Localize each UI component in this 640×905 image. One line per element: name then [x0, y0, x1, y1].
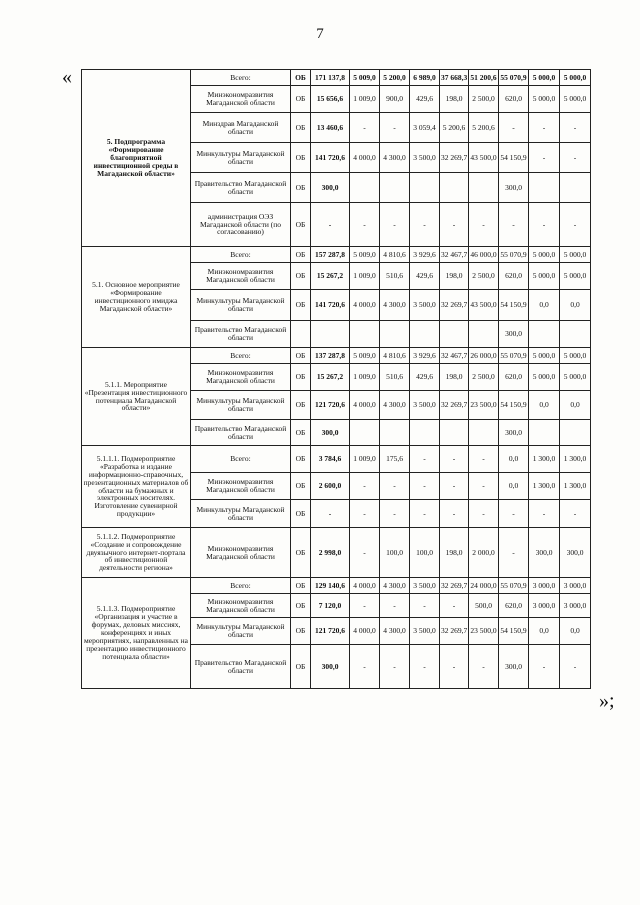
- year-amount-cell: -: [469, 645, 499, 689]
- executor-cell: администрация ОЭЗ Магаданской области (по согласованию): [191, 203, 291, 247]
- year-amount-cell: 3 929,6: [410, 247, 440, 263]
- year-amount-cell: 1 300,0: [529, 473, 560, 500]
- year-amount-cell: 32 269,7: [440, 290, 469, 321]
- total-amount-cell: 3 784,6: [311, 446, 350, 473]
- executor-cell: Всего:: [191, 446, 291, 473]
- year-amount-cell: -: [469, 473, 499, 500]
- year-amount-cell: 55 070,9: [499, 348, 529, 364]
- funding-source-cell: ОБ: [291, 290, 311, 321]
- year-amount-cell: [350, 321, 380, 348]
- year-amount-cell: [469, 321, 499, 348]
- executor-cell: Минэкономразвития Магаданской области: [191, 528, 291, 578]
- year-amount-cell: 43 500,0: [469, 290, 499, 321]
- total-amount-cell: -: [311, 500, 350, 528]
- executor-cell: Минздрав Магаданской области: [191, 113, 291, 143]
- year-amount-cell: 3 000,0: [560, 578, 591, 594]
- program-name-cell: 5.1. Основное мероприятие «Формирование инвестиционного имиджа Магаданской области»: [82, 247, 191, 348]
- year-amount-cell: 23 500,0: [469, 618, 499, 645]
- total-amount-cell: 141 720,6: [311, 143, 350, 173]
- year-amount-cell: 5 000,0: [529, 263, 560, 290]
- funding-source-cell: ОБ: [291, 446, 311, 473]
- executor-cell: Всего:: [191, 247, 291, 263]
- total-amount-cell: 121 720,6: [311, 618, 350, 645]
- budget-table: [81, 69, 591, 689]
- funding-source-cell: ОБ: [291, 348, 311, 364]
- year-amount-cell: 5 200,0: [380, 70, 410, 86]
- funding-source-cell: ОБ: [291, 143, 311, 173]
- executor-cell: Минкультуры Магаданской области: [191, 500, 291, 528]
- funding-source-cell: ОБ: [291, 473, 311, 500]
- year-amount-cell: 510,6: [380, 364, 410, 391]
- year-amount-cell: -: [440, 446, 469, 473]
- year-amount-cell: 4 000,0: [350, 143, 380, 173]
- year-amount-cell: 4 810,6: [380, 247, 410, 263]
- year-amount-cell: -: [529, 645, 560, 689]
- year-amount-cell: 1 009,0: [350, 446, 380, 473]
- funding-source-cell: ОБ: [291, 391, 311, 420]
- funding-source-cell: ОБ: [291, 420, 311, 446]
- total-amount-cell: 7 120,0: [311, 594, 350, 618]
- year-amount-cell: 5 000,0: [529, 348, 560, 364]
- year-amount-cell: 300,0: [499, 645, 529, 689]
- year-amount-cell: 429,6: [410, 86, 440, 113]
- year-amount-cell: -: [499, 528, 529, 578]
- year-amount-cell: -: [380, 113, 410, 143]
- year-amount-cell: 55 070,9: [499, 70, 529, 86]
- funding-source-cell: ОБ: [291, 594, 311, 618]
- table-row: [82, 528, 591, 578]
- year-amount-cell: -: [350, 594, 380, 618]
- total-amount-cell: 15 656,6: [311, 86, 350, 113]
- year-amount-cell: 4 300,0: [380, 290, 410, 321]
- year-amount-cell: 3 500,0: [410, 391, 440, 420]
- year-amount-cell: 4 300,0: [380, 578, 410, 594]
- year-amount-cell: 4 300,0: [380, 391, 410, 420]
- year-amount-cell: 198,0: [440, 86, 469, 113]
- year-amount-cell: 4 000,0: [350, 290, 380, 321]
- total-amount-cell: 171 137,8: [311, 70, 350, 86]
- year-amount-cell: 300,0: [499, 321, 529, 348]
- year-amount-cell: 5 009,0: [350, 70, 380, 86]
- year-amount-cell: -: [440, 203, 469, 247]
- total-amount-cell: 300,0: [311, 645, 350, 689]
- year-amount-cell: 32 467,7: [440, 247, 469, 263]
- program-name-cell: 5. Подпрограмма «Формирование благоприятной инвестиционной среды в Магаданской области»: [82, 70, 191, 247]
- year-amount-cell: -: [469, 203, 499, 247]
- closing-quote: »;: [599, 690, 615, 712]
- year-amount-cell: 46 000,0: [469, 247, 499, 263]
- table-row: [82, 70, 591, 86]
- year-amount-cell: 5 000,0: [560, 86, 591, 113]
- executor-cell: Всего:: [191, 578, 291, 594]
- program-name-cell: 5.1.1.1. Подмероприятие «Разработка и издание информационно-справочных, презентационных материалов об области на бумажных и электронных носителях. Изготовление сувенирной продукции»: [82, 446, 191, 528]
- year-amount-cell: 5 000,0: [560, 70, 591, 86]
- year-amount-cell: 2 500,0: [469, 86, 499, 113]
- year-amount-cell: 175,6: [380, 446, 410, 473]
- year-amount-cell: -: [380, 473, 410, 500]
- year-amount-cell: 5 000,0: [529, 70, 560, 86]
- year-amount-cell: [350, 173, 380, 203]
- total-amount-cell: 129 140,6: [311, 578, 350, 594]
- year-amount-cell: 198,0: [440, 364, 469, 391]
- total-amount-cell: 13 460,6: [311, 113, 350, 143]
- program-name-cell: 5.1.1.3. Подмероприятие «Организация и участие в форумах, деловых миссиях, конференциях и иных мероприятиях, направленных на презентацию инвестиционного потенциала области»: [82, 578, 191, 689]
- year-amount-cell: [380, 420, 410, 446]
- year-amount-cell: 198,0: [440, 263, 469, 290]
- year-amount-cell: 1 300,0: [560, 446, 591, 473]
- funding-source-cell: [291, 321, 311, 348]
- year-amount-cell: [529, 173, 560, 203]
- year-amount-cell: -: [350, 645, 380, 689]
- year-amount-cell: 5 200,6: [440, 113, 469, 143]
- year-amount-cell: 51 200,6: [469, 70, 499, 86]
- year-amount-cell: -: [499, 203, 529, 247]
- year-amount-cell: [410, 173, 440, 203]
- program-name-cell: 5.1.1.2. Подмероприятие «Создание и сопровождение двуязычного интернет-портала об инвестиционной деятельности региона»: [82, 528, 191, 578]
- year-amount-cell: -: [380, 203, 410, 247]
- year-amount-cell: 4 300,0: [380, 618, 410, 645]
- year-amount-cell: -: [410, 645, 440, 689]
- year-amount-cell: 300,0: [499, 173, 529, 203]
- year-amount-cell: 3 500,0: [410, 290, 440, 321]
- year-amount-cell: 5 000,0: [529, 247, 560, 263]
- table-row: [82, 578, 591, 594]
- year-amount-cell: -: [440, 473, 469, 500]
- year-amount-cell: -: [410, 446, 440, 473]
- executor-cell: Минкультуры Магаданской области: [191, 290, 291, 321]
- year-amount-cell: 5 009,0: [350, 348, 380, 364]
- year-amount-cell: 300,0: [499, 420, 529, 446]
- funding-source-cell: ОБ: [291, 173, 311, 203]
- year-amount-cell: 5 200,6: [469, 113, 499, 143]
- year-amount-cell: 55 070,9: [499, 247, 529, 263]
- year-amount-cell: 3 500,0: [410, 578, 440, 594]
- year-amount-cell: [440, 173, 469, 203]
- year-amount-cell: 429,6: [410, 364, 440, 391]
- year-amount-cell: [560, 321, 591, 348]
- year-amount-cell: 0,0: [529, 290, 560, 321]
- year-amount-cell: 1 009,0: [350, 263, 380, 290]
- year-amount-cell: 0,0: [560, 391, 591, 420]
- year-amount-cell: -: [410, 500, 440, 528]
- year-amount-cell: 0,0: [560, 618, 591, 645]
- total-amount-cell: 300,0: [311, 420, 350, 446]
- year-amount-cell: 429,6: [410, 263, 440, 290]
- year-amount-cell: 0,0: [499, 473, 529, 500]
- year-amount-cell: -: [350, 500, 380, 528]
- year-amount-cell: -: [350, 473, 380, 500]
- executor-cell: Всего:: [191, 70, 291, 86]
- total-amount-cell: 15 267,2: [311, 263, 350, 290]
- year-amount-cell: [529, 321, 560, 348]
- year-amount-cell: 54 150,9: [499, 618, 529, 645]
- year-amount-cell: -: [560, 113, 591, 143]
- total-amount-cell: [311, 321, 350, 348]
- program-name-cell: 5.1.1. Мероприятие «Презентация инвестиционного потенциала Магаданской области»: [82, 348, 191, 446]
- year-amount-cell: -: [350, 528, 380, 578]
- year-amount-cell: 54 150,9: [499, 391, 529, 420]
- year-amount-cell: [350, 420, 380, 446]
- executor-cell: Минэкономразвития Магаданской области: [191, 364, 291, 391]
- year-amount-cell: 0,0: [529, 391, 560, 420]
- funding-source-cell: ОБ: [291, 113, 311, 143]
- year-amount-cell: -: [380, 500, 410, 528]
- year-amount-cell: -: [410, 473, 440, 500]
- year-amount-cell: 5 000,0: [560, 247, 591, 263]
- year-amount-cell: 3 500,0: [410, 618, 440, 645]
- year-amount-cell: [380, 173, 410, 203]
- year-amount-cell: 32 467,7: [440, 348, 469, 364]
- executor-cell: Правительство Магаданской области: [191, 645, 291, 689]
- total-amount-cell: 300,0: [311, 173, 350, 203]
- executor-cell: Минэкономразвития Магаданской области: [191, 473, 291, 500]
- year-amount-cell: 3 929,6: [410, 348, 440, 364]
- year-amount-cell: [410, 420, 440, 446]
- year-amount-cell: 100,0: [410, 528, 440, 578]
- table-row: [82, 348, 591, 364]
- year-amount-cell: 900,0: [380, 86, 410, 113]
- year-amount-cell: 24 000,0: [469, 578, 499, 594]
- year-amount-cell: 26 000,0: [469, 348, 499, 364]
- year-amount-cell: [469, 420, 499, 446]
- executor-cell: Минкультуры Магаданской области: [191, 143, 291, 173]
- year-amount-cell: -: [440, 500, 469, 528]
- total-amount-cell: -: [311, 203, 350, 247]
- executor-cell: Минэкономразвития Магаданской области: [191, 263, 291, 290]
- year-amount-cell: 0,0: [499, 446, 529, 473]
- year-amount-cell: 54 150,9: [499, 143, 529, 173]
- total-amount-cell: 157 287,8: [311, 247, 350, 263]
- year-amount-cell: 100,0: [380, 528, 410, 578]
- year-amount-cell: [529, 420, 560, 446]
- funding-source-cell: ОБ: [291, 247, 311, 263]
- year-amount-cell: 32 269,7: [440, 143, 469, 173]
- year-amount-cell: 5 000,0: [560, 348, 591, 364]
- year-amount-cell: -: [469, 500, 499, 528]
- page-number: 7: [316, 26, 324, 42]
- year-amount-cell: -: [350, 113, 380, 143]
- table-row: [82, 247, 591, 263]
- funding-source-cell: ОБ: [291, 500, 311, 528]
- year-amount-cell: 2 000,0: [469, 528, 499, 578]
- year-amount-cell: -: [499, 113, 529, 143]
- year-amount-cell: 5 009,0: [350, 247, 380, 263]
- year-amount-cell: 5 000,0: [560, 263, 591, 290]
- year-amount-cell: 32 269,7: [440, 618, 469, 645]
- funding-source-cell: ОБ: [291, 263, 311, 290]
- year-amount-cell: 0,0: [560, 290, 591, 321]
- total-amount-cell: 137 287,8: [311, 348, 350, 364]
- year-amount-cell: 3 000,0: [529, 578, 560, 594]
- year-amount-cell: 620,0: [499, 364, 529, 391]
- year-amount-cell: 4 300,0: [380, 143, 410, 173]
- year-amount-cell: 4 000,0: [350, 391, 380, 420]
- year-amount-cell: 0,0: [529, 618, 560, 645]
- year-amount-cell: -: [560, 645, 591, 689]
- year-amount-cell: 23 500,0: [469, 391, 499, 420]
- year-amount-cell: [440, 321, 469, 348]
- total-amount-cell: 121 720,6: [311, 391, 350, 420]
- year-amount-cell: [380, 321, 410, 348]
- year-amount-cell: 4 000,0: [350, 618, 380, 645]
- year-amount-cell: [410, 321, 440, 348]
- year-amount-cell: -: [380, 594, 410, 618]
- year-amount-cell: -: [410, 594, 440, 618]
- year-amount-cell: 1 009,0: [350, 86, 380, 113]
- year-amount-cell: -: [410, 203, 440, 247]
- year-amount-cell: -: [529, 500, 560, 528]
- year-amount-cell: 198,0: [440, 528, 469, 578]
- table-row: [82, 446, 591, 473]
- funding-source-cell: ОБ: [291, 203, 311, 247]
- funding-source-cell: ОБ: [291, 528, 311, 578]
- year-amount-cell: 43 500,0: [469, 143, 499, 173]
- total-amount-cell: 2 600,0: [311, 473, 350, 500]
- year-amount-cell: [440, 420, 469, 446]
- funding-source-cell: ОБ: [291, 364, 311, 391]
- total-amount-cell: 141 720,6: [311, 290, 350, 321]
- year-amount-cell: 37 668,3: [440, 70, 469, 86]
- year-amount-cell: 6 989,0: [410, 70, 440, 86]
- total-amount-cell: 15 267,2: [311, 364, 350, 391]
- year-amount-cell: -: [469, 446, 499, 473]
- year-amount-cell: 55 070,9: [499, 578, 529, 594]
- year-amount-cell: 300,0: [529, 528, 560, 578]
- year-amount-cell: -: [560, 143, 591, 173]
- executor-cell: Правительство Магаданской области: [191, 173, 291, 203]
- year-amount-cell: 54 150,9: [499, 290, 529, 321]
- year-amount-cell: -: [529, 143, 560, 173]
- year-amount-cell: -: [560, 203, 591, 247]
- year-amount-cell: -: [350, 203, 380, 247]
- year-amount-cell: 5 000,0: [560, 364, 591, 391]
- funding-source-cell: ОБ: [291, 578, 311, 594]
- funding-source-cell: ОБ: [291, 70, 311, 86]
- year-amount-cell: 300,0: [560, 528, 591, 578]
- funding-source-cell: ОБ: [291, 645, 311, 689]
- opening-quote: «: [62, 66, 72, 88]
- year-amount-cell: -: [499, 500, 529, 528]
- funding-source-cell: ОБ: [291, 86, 311, 113]
- year-amount-cell: 5 000,0: [529, 364, 560, 391]
- year-amount-cell: 3 500,0: [410, 143, 440, 173]
- year-amount-cell: -: [529, 113, 560, 143]
- year-amount-cell: 620,0: [499, 594, 529, 618]
- year-amount-cell: -: [440, 594, 469, 618]
- executor-cell: Минкультуры Магаданской области: [191, 391, 291, 420]
- funding-source-cell: ОБ: [291, 618, 311, 645]
- year-amount-cell: 1 009,0: [350, 364, 380, 391]
- year-amount-cell: [560, 173, 591, 203]
- year-amount-cell: -: [380, 645, 410, 689]
- executor-cell: Минэкономразвития Магаданской области: [191, 594, 291, 618]
- executor-cell: Правительство Магаданской области: [191, 420, 291, 446]
- total-amount-cell: 2 998,0: [311, 528, 350, 578]
- year-amount-cell: 2 500,0: [469, 263, 499, 290]
- year-amount-cell: 32 269,7: [440, 578, 469, 594]
- year-amount-cell: 3 059,4: [410, 113, 440, 143]
- year-amount-cell: [469, 173, 499, 203]
- executor-cell: Правительство Магаданской области: [191, 321, 291, 348]
- year-amount-cell: 3 000,0: [529, 594, 560, 618]
- year-amount-cell: 4 810,6: [380, 348, 410, 364]
- year-amount-cell: 510,6: [380, 263, 410, 290]
- year-amount-cell: 1 300,0: [560, 473, 591, 500]
- year-amount-cell: 620,0: [499, 263, 529, 290]
- year-amount-cell: 32 269,7: [440, 391, 469, 420]
- year-amount-cell: 1 300,0: [529, 446, 560, 473]
- year-amount-cell: -: [529, 203, 560, 247]
- year-amount-cell: -: [560, 500, 591, 528]
- year-amount-cell: 3 000,0: [560, 594, 591, 618]
- executor-cell: Минэкономразвития Магаданской области: [191, 86, 291, 113]
- year-amount-cell: 500,0: [469, 594, 499, 618]
- year-amount-cell: [560, 420, 591, 446]
- year-amount-cell: 4 000,0: [350, 578, 380, 594]
- year-amount-cell: 620,0: [499, 86, 529, 113]
- year-amount-cell: 5 000,0: [529, 86, 560, 113]
- year-amount-cell: -: [440, 645, 469, 689]
- executor-cell: Всего:: [191, 348, 291, 364]
- executor-cell: Минкультуры Магаданской области: [191, 618, 291, 645]
- year-amount-cell: 2 500,0: [469, 364, 499, 391]
